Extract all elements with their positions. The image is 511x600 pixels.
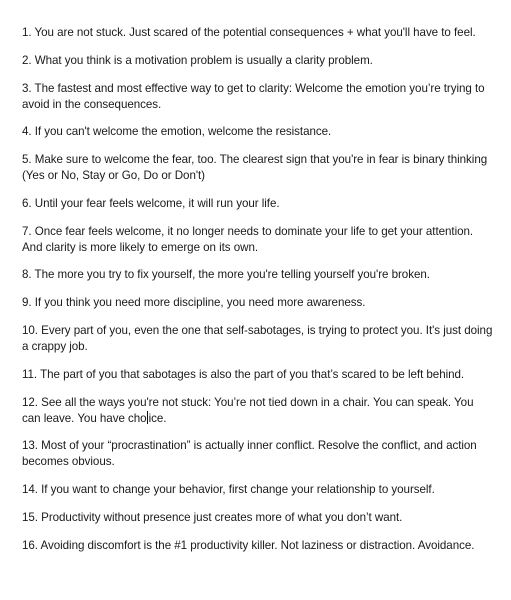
list-item: 10. Every part of you, even the one that self-sabotages, is trying to protect you. It's just doing a crappy job. [22, 324, 493, 353]
list-item-text: 12. See all the ways you're not stuck: You’re not tied down in a chair. You can speak. You can leave. You have cho [22, 396, 474, 425]
list-item: 5. Make sure to welcome the fear, too. The clearest sign that you're in fear is binary thinking (Yes or No, Stay or Go, Do or Don't) [22, 153, 488, 182]
list-item: 2. What you think is a motivation problem is usually a clarity problem. [22, 54, 373, 67]
list-item [22, 395, 494, 427]
list-item: 3. The fastest and most effective way to get to clarity: Welcome the emotion you’re trying to avoid in the consequences. [22, 82, 485, 111]
list-item: 9. If you think you need more discipline, you need more awareness. [22, 296, 366, 309]
list-item: 11. The part of you that sabotages is also the part of you that’s scared to be left behind. [22, 368, 465, 381]
list-item: 1. You are not stuck. Just scared of the potential consequences + what you'll have to feel. [22, 26, 476, 39]
list-item: 8. The more you try to fix yourself, the more you're telling yourself you're broken. [22, 268, 430, 281]
list-item: 16. Avoiding discomfort is the #1 productivity killer. Not laziness or distraction. Avoidance. [22, 539, 475, 552]
list-item: 6. Until your fear feels welcome, it will run your life. [22, 197, 280, 210]
list-item: 7. Once fear feels welcome, it no longer needs to dominate your life to get your attention. And clarity is more likely to emerge on its own. [22, 225, 474, 254]
list-item-text: ice. [148, 412, 167, 425]
list-item: 14. If you want to change your behavior, first change your relationship to yourself. [22, 483, 435, 496]
list-item: 13. Most of your “procrastination” is actually inner conflict. Resolve the conflict, and action becomes obvious. [22, 439, 477, 468]
list-item: 15. Productivity without presence just creates more of what you don’t want. [22, 511, 403, 524]
list-item: 4. If you can't welcome the emotion, welcome the resistance. [22, 125, 332, 138]
